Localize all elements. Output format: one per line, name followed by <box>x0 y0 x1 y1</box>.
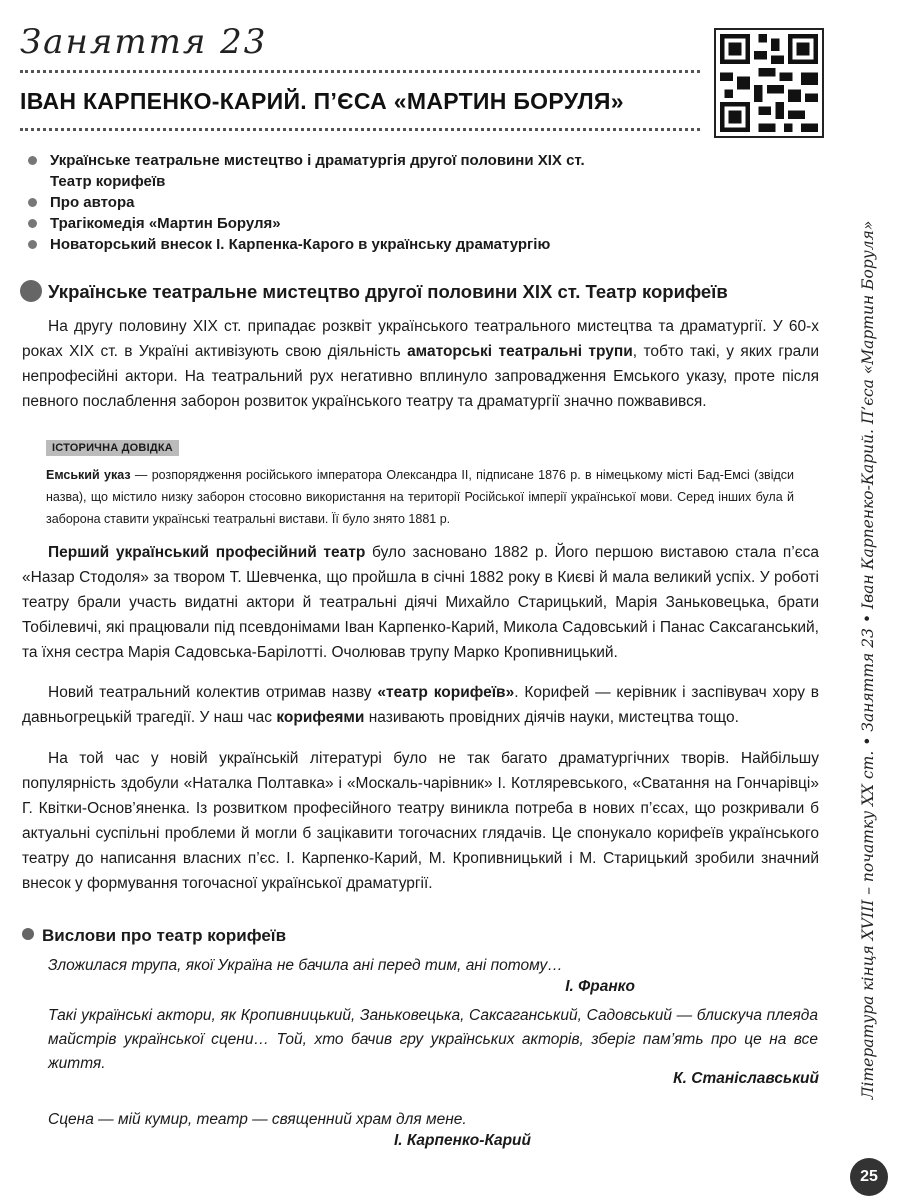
page-title: ІВАН КАРПЕНКО-КАРИЙ. П’ЄСА «МАРТИН БОРУЛЯ» <box>20 88 624 114</box>
paragraph-2: Перший український професійний театр було засновано 1882 р. Його першою виставою стала п’єса «Назар Стодоля» за твором Т. Шевченка, що пройшла в січні 1882 року в Києві й мала великий успіх. У роботі театру брали участь видатні актори й театральні діячі Михайло Старицький, Марія Заньковецька, брати Тобілевичі, які працювали під псевдонімами Іван Карпенко-Карий, Микола Садовський і Панас Саксаганський, та їхня сестра Марія Садовська-Барілотті. Очолював трупу Марко Кропивницький. <box>22 544 819 661</box>
paragraph-4: На той час у новій українській літературі було не так багато драматургічних творів. Найбільшу популярність здобули «Наталка Полтавка» і «Москаль-чарівник» І. Котляревського, «Сватання на Гончарівці» Г. Квітки-Основ’яненка. Із розвитком професійного театру виникла потреба в нових п’єсах, що розкривали б актуальні суспільні проблеми й могли б зацікавити тогочасних глядачів. Це спонукало корифеїв українського театру до написання власних п’єс. І. Карпенко-Карий, М. Кропивницький і М. Старицький зробили значний внесок у формування тогочасної української драматургії. <box>22 750 819 892</box>
topic-item: Театр корифеїв <box>50 173 166 190</box>
lesson-topics-list <box>26 150 585 255</box>
historical-note-tag: ІСТОРИЧНА ДОВІДКА <box>46 440 179 456</box>
topic-item: Новаторський внесок І. Карпенка-Карого в українську драматургію <box>26 234 585 255</box>
quote-2-author: К. Станіславський <box>673 1070 819 1087</box>
bullet-icon <box>22 928 34 940</box>
paragraph-3: Новий театральний колектив отримав назву «театр корифеїв». Корифей — керівник і заспівувач хору в давньогрецькій трагедії. У наш час корифеями називають провідних діячів науки, мистецтва тощо. <box>22 684 819 726</box>
quotes-heading: Вислови про театр корифеїв <box>22 926 286 946</box>
topic-item: Українське театральне мистецтво і драматургія другої половини XIX ст. <box>26 150 585 171</box>
dotted-divider-top <box>20 70 700 73</box>
quote-3-author: І. Карпенко-Карий <box>393 1132 531 1149</box>
bullet-icon <box>28 219 37 228</box>
topic-item: Про автора <box>26 192 585 213</box>
qr-code-icon[interactable] <box>714 28 824 138</box>
dotted-divider-bottom <box>20 128 700 131</box>
lesson-number: Заняття 23 <box>20 22 268 62</box>
quote-1-author: І. Франко <box>565 978 635 995</box>
section-heading: Українське театральне мистецтво другої половини XIX ст. Театр корифеїв <box>20 280 728 303</box>
quote-3: Сцена — мій кумир, театр — священний храм для мене. <box>48 1111 467 1128</box>
section-bullet-icon <box>20 280 42 302</box>
page-number: 25 <box>850 1158 888 1196</box>
paragraph-1: На другу половину XIX ст. припадає розквіт українського театрального мистецтва та драматургії. У 60-х роках XIX ст. в Україні активізують свою діяльність аматорські театральні трупи, тобто такі, у яких грали непрофесійні актори. На театральний рух негативно вплинуло запровадження Емського указу, проте після певного послаблення заборон розвиток українського театру та драматургії значно пожвавився. <box>22 318 819 410</box>
bullet-icon <box>28 156 37 165</box>
bullet-icon <box>28 240 37 249</box>
running-head-vertical: Література кінця XVIII – початку XX ст. • Заняття 23 • Іван Карпенко-Карий. П’єса «Мартин Боруля» <box>859 220 877 1100</box>
quote-1: Зложилася трупа, якої Україна не бачила ані перед тим, ані потому… <box>48 957 563 974</box>
bullet-icon <box>28 198 37 207</box>
historical-note: Емський указ — розпорядження російського імператора Олександра ІІ, підписане 1876 р. в німецькому місті Бад-Емсі (звідси назва), що містило низку заборон стосовно використання на території Російської імперії української мови. Серед інших була й заборона ставити українські театральні вистави. Її було знято 1881 р. <box>46 468 794 526</box>
quote-2: Такі українські актори, як Кропивницький, Заньковецька, Саксаганський, Садовський — блискуча плеяда майстрів української сцени… Той, хто бачив гру українських акторів, зберіг пам’ять про це на все життя. <box>48 1007 818 1072</box>
topic-item: Трагікомедія «Мартин Боруля» <box>26 213 585 234</box>
